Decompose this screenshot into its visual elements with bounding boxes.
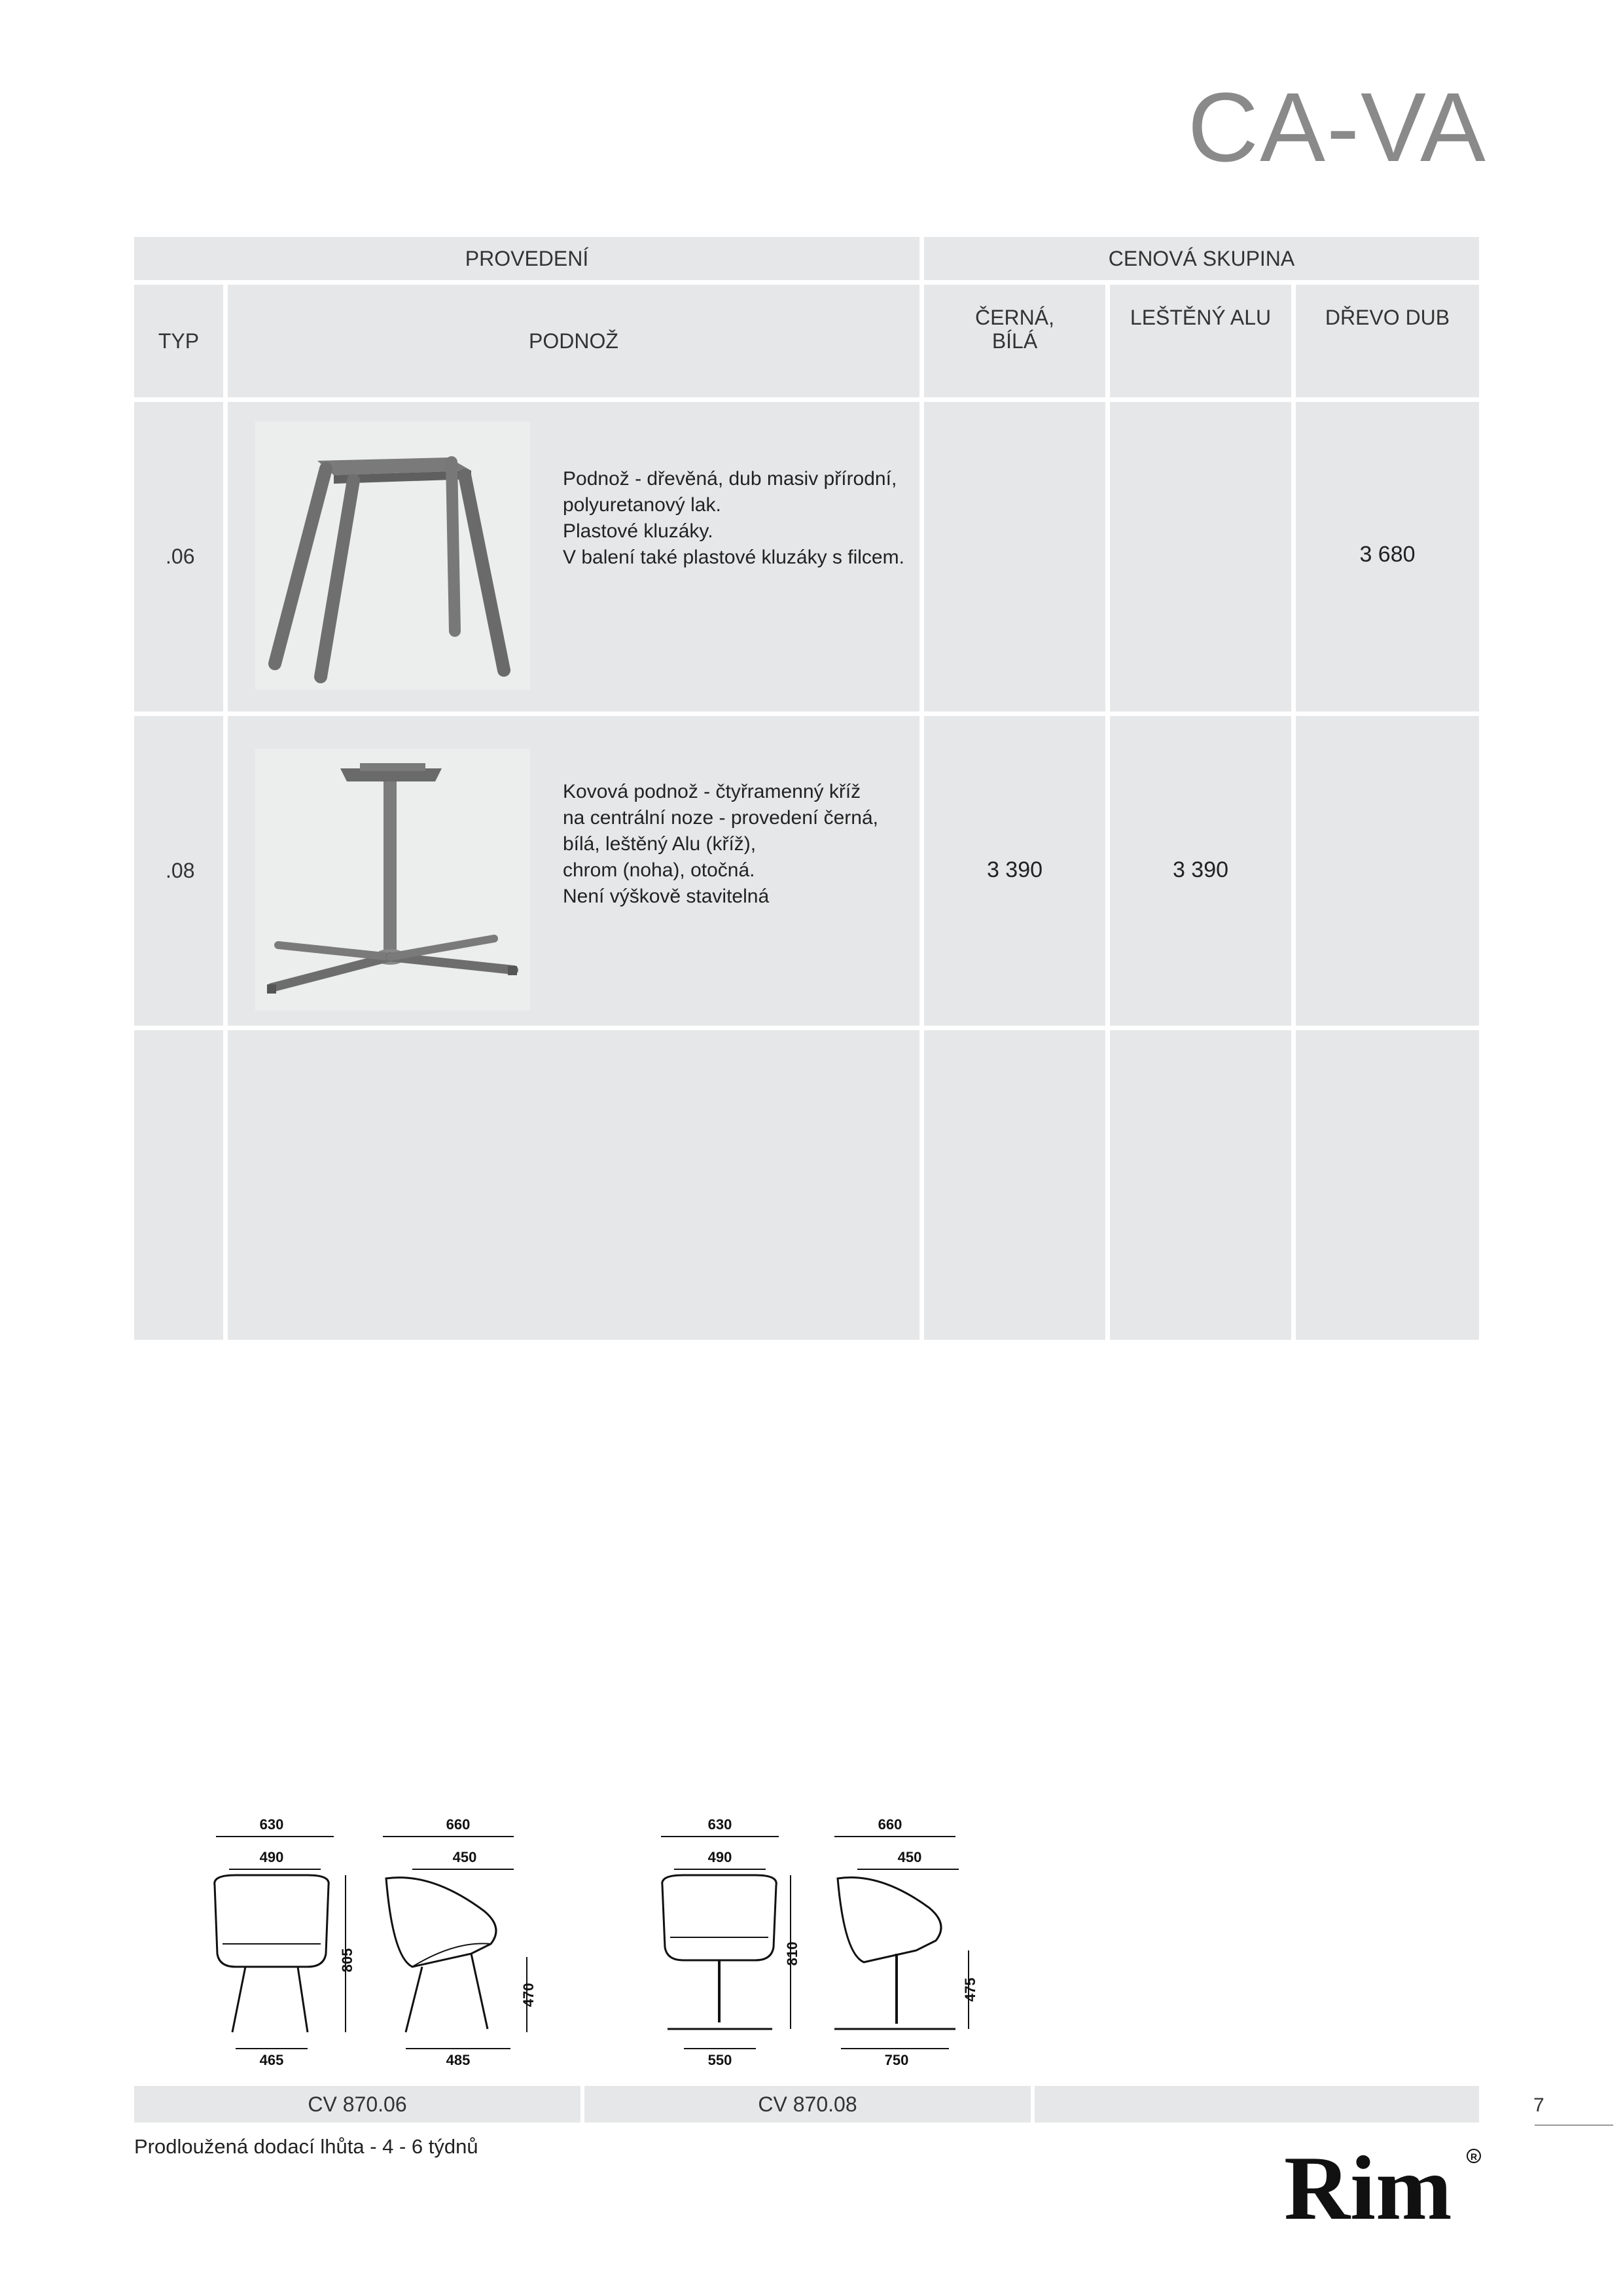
header-provedeni: PROVEDENÍ bbox=[134, 237, 919, 280]
rim-logo bbox=[1284, 2142, 1487, 2233]
svg-text:490: 490 bbox=[259, 1849, 284, 1865]
chair-08-side bbox=[834, 1816, 978, 2068]
row-08-price-alu: 3 390 bbox=[1172, 857, 1229, 882]
svg-text:485: 485 bbox=[446, 2052, 471, 2068]
row-08-typ: .08 bbox=[166, 859, 195, 882]
chair-06-front bbox=[215, 1816, 355, 2068]
row-06-alu-cell bbox=[1110, 402, 1291, 711]
svg-text:Rim: Rim bbox=[1284, 2142, 1452, 2233]
row-06-price-dub: 3 680 bbox=[1359, 542, 1416, 567]
row-06-description: Podnož - dřevěná, dub masiv přírodní, polyuretanový lak. Plastové kluzáky. V balení také plastové kluzáky s filcem. bbox=[563, 468, 904, 568]
model-code-cv870-08: CV 870.08 bbox=[584, 2086, 1031, 2123]
empty-dub-cell bbox=[1296, 1030, 1479, 1340]
svg-text:630: 630 bbox=[707, 1816, 732, 1833]
svg-text:470: 470 bbox=[520, 1982, 537, 2007]
model-code-empty bbox=[1035, 2086, 1479, 2123]
svg-text:R: R bbox=[1470, 2151, 1478, 2162]
page-number-rule bbox=[1535, 2125, 1613, 2126]
header-typ: TYP bbox=[134, 285, 223, 397]
empty-podnoz-cell bbox=[228, 1030, 919, 1340]
page-number: 7 bbox=[1533, 2094, 1544, 2116]
chair-06-side bbox=[383, 1816, 537, 2068]
row-06-typ: .06 bbox=[166, 545, 195, 568]
page-title: CA-VA bbox=[1187, 72, 1487, 182]
swivel-cross-base-image bbox=[255, 749, 530, 1011]
svg-text:490: 490 bbox=[707, 1849, 732, 1865]
delivery-note: Prodloužená dodací lhůta - 4 - 6 týdnů bbox=[134, 2135, 478, 2158]
svg-text:465: 465 bbox=[259, 2052, 284, 2068]
svg-text:810: 810 bbox=[784, 1941, 800, 1966]
header-lesteny-alu: LEŠTĚNÝ ALU bbox=[1110, 285, 1291, 397]
svg-text:805: 805 bbox=[339, 1948, 355, 1973]
row-08-price-cerna: 3 390 bbox=[986, 857, 1043, 882]
chair-08-front bbox=[661, 1816, 800, 2068]
model-code-cv870-06: CV 870.06 bbox=[134, 2086, 580, 2123]
header-podnoz: PODNOŽ bbox=[228, 285, 919, 397]
header-cenova-skupina: CENOVÁ SKUPINA bbox=[924, 237, 1479, 280]
svg-text:475: 475 bbox=[962, 1977, 978, 2002]
svg-text:660: 660 bbox=[446, 1816, 471, 1833]
row-06-cerna-cell bbox=[924, 402, 1105, 711]
dimension-drawings bbox=[196, 1813, 1021, 2075]
svg-text:750: 750 bbox=[884, 2052, 909, 2068]
header-drevo-dub: DŘEVO DUB bbox=[1296, 285, 1479, 397]
svg-text:450: 450 bbox=[897, 1849, 922, 1865]
svg-text:660: 660 bbox=[878, 1816, 902, 1833]
empty-typ-cell bbox=[134, 1030, 223, 1340]
empty-alu-cell bbox=[1110, 1030, 1291, 1340]
empty-cerna-cell bbox=[924, 1030, 1105, 1340]
header-cerna-bila: ČERNÁ, BÍLÁ bbox=[924, 285, 1105, 397]
row-08-description: Kovová podnož - čtyřramenný kříž na centrální noze - provedení černá, bílá, leštěný Alu (kříž), chrom (noha), otočná. Není výškově stavitelná bbox=[563, 781, 878, 907]
svg-text:630: 630 bbox=[259, 1816, 284, 1833]
svg-text:550: 550 bbox=[707, 2052, 732, 2068]
svg-text:450: 450 bbox=[452, 1849, 477, 1865]
row-08-dub-cell bbox=[1296, 716, 1479, 1026]
wooden-base-image bbox=[255, 422, 530, 690]
